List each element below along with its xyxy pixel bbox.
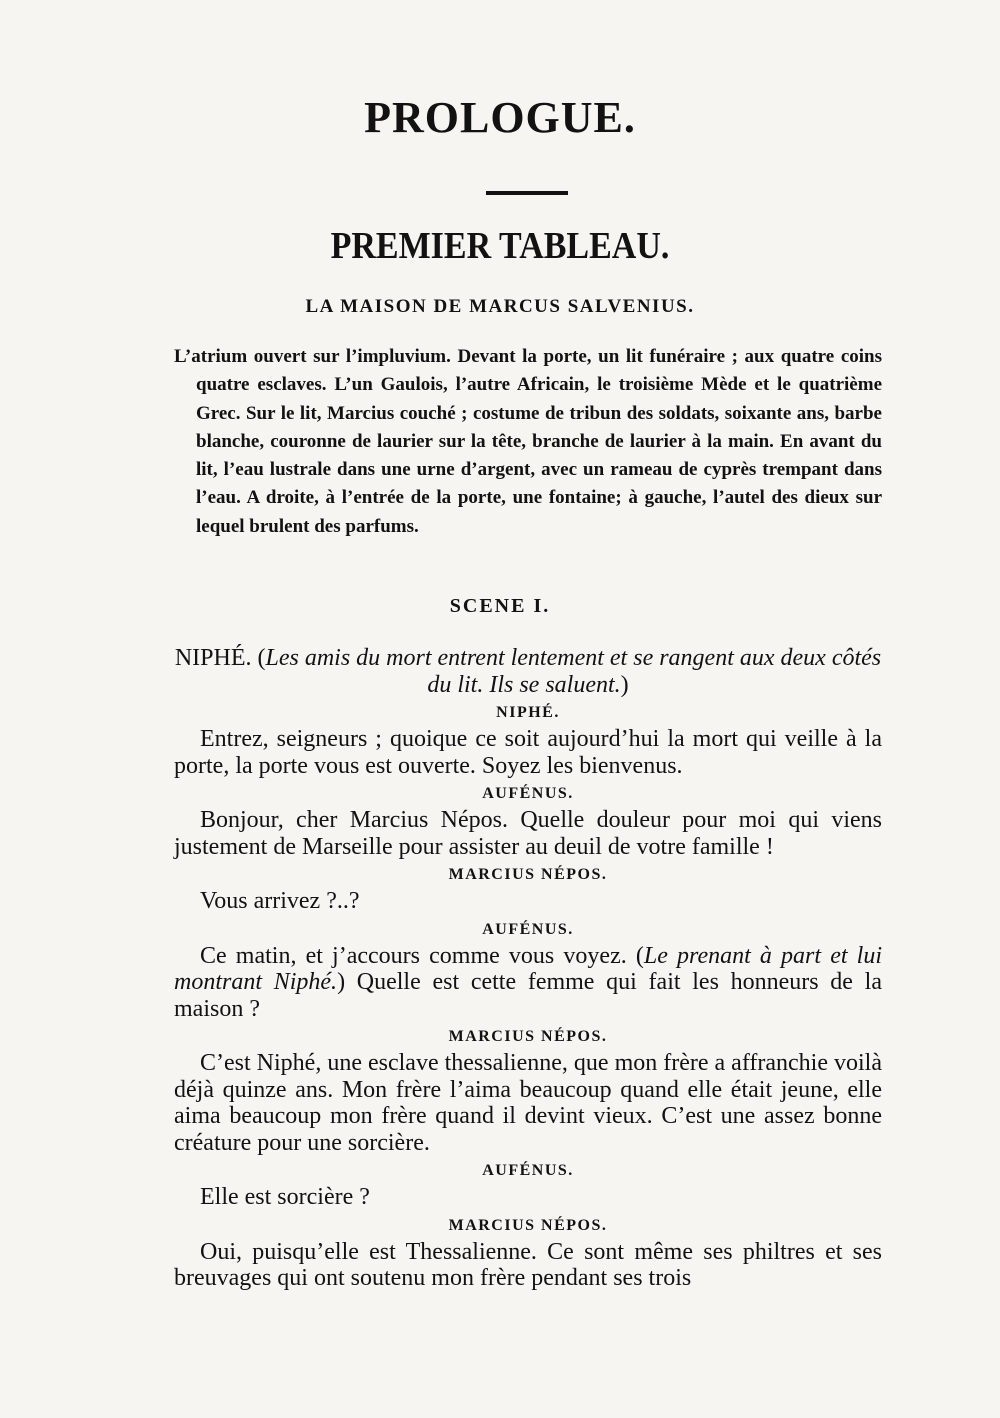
dialogue-entry: [174, 1028, 882, 1156]
speech-text: [174, 943, 882, 1023]
intro-direction: Les amis du mort entrent lentement et se rangent aux deux côtés du lit. Ils se saluent.: [265, 645, 882, 698]
dialogue-entry: [174, 866, 882, 915]
intro-character-name: NIPHÉ.: [174, 645, 252, 671]
scene-intro: [174, 645, 882, 698]
speech-text: Entrez, seigneurs ; quoique ce soit aujourd’hui la mort qui veille à la porte, la porte vous est ouverte. Soyez les bienvenus.: [174, 726, 882, 779]
intro-paren-open: (: [257, 645, 266, 671]
tableau-heading: PREMIER TABLEAU.: [330, 225, 670, 268]
intro-paren-close: ): [620, 671, 629, 698]
speech-text: Elle est sorcière ?: [200, 1184, 370, 1210]
speaker-name: MARCIUS NÉPOS.: [448, 866, 608, 883]
speech-text: Bonjour, cher Marcius Népos. Quelle douleur pour moi qui viens justement de Marseille pour assister au deuil de votre famille !: [174, 807, 882, 860]
speech-text: C’est Niphé, une esclave thessalienne, que mon frère a affranchie voilà déjà quinze ans. Mon frère l’aima beaucoup quand elle était jeune, elle aima beaucoup mon frère quand il devint vieux. C’est une assez bonne créature pour une sorcière.: [174, 1050, 882, 1156]
speech-text-part: ) Quelle est cette femme qui fait les honneurs de la maison ?: [174, 969, 882, 1022]
dialogue-entry: [174, 921, 882, 1023]
speaker-name: MARCIUS NÉPOS.: [448, 1216, 608, 1234]
speaker-name: AUFÉNUS.: [482, 920, 574, 938]
page-title: PROLOGUE.: [364, 93, 636, 142]
speaker-name: AUFÉNUS.: [482, 785, 574, 802]
speaker-name: MARCIUS NÉPOS.: [448, 1028, 608, 1045]
dialogue-entry: [174, 1217, 882, 1292]
dialogue: [174, 645, 882, 1292]
title-divider: [486, 191, 568, 195]
speech-text: Vous arrivez ?..?: [200, 888, 360, 914]
scene-heading: SCENE I.: [449, 595, 551, 617]
speech-text: Oui, puisqu’elle est Thessalienne. Ce sont même ses philtres et ses breuvages qui ont soutenu mon frère pendant ses trois: [174, 1238, 882, 1291]
speech-text-part: Ce matin, et j’accours comme vous voyez. (: [200, 942, 644, 969]
dialogue-entry: [174, 1162, 882, 1211]
dialogue-entry: [174, 785, 882, 860]
speech-stage-direction: Le prenant à part et lui montrant Niphé.: [174, 942, 882, 995]
stage-direction: L’atrium ouvert sur l’impluvium. Devant la porte, un lit funéraire ; aux quatre coins quatre esclaves. L’un Gaulois, l’autre Africain, le troisième Mède et le quatrième Grec. Sur le lit, Marcius couché ; costume de tribun des soldats, soixante ans, barbe blanche, couronne de laurier sur la tête, branche de laurier à la main. En avant du lit, l’eau lustrale dans une urne d’argent, avec un rameau de cyprès trempant dans l’eau. A droite, à l’entrée de la porte, une fontaine; à gauche, l’autel des dieux sur lequel brulent des parfums.: [174, 346, 882, 537]
speaker-name: AUFÉNUS.: [482, 1162, 574, 1179]
place-heading: LA MAISON DE MARCUS SALVENIUS.: [305, 296, 695, 317]
dialogue-entry: [174, 704, 882, 779]
speaker-name: NIPHÉ.: [496, 704, 560, 721]
